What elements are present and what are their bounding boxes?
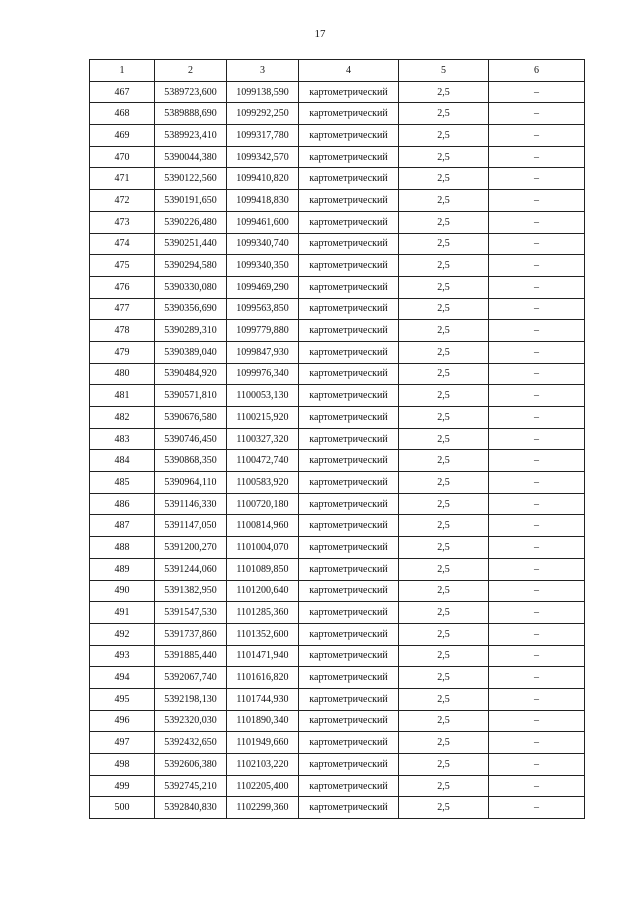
cell-y-coordinate: 1099410,820 (227, 168, 299, 190)
cell-note: – (489, 558, 585, 580)
cell-x-coordinate: 5390044,380 (155, 146, 227, 168)
cell-accuracy: 2,5 (399, 472, 489, 494)
cell-method: картометрический (299, 363, 399, 385)
table-row (90, 623, 585, 645)
cell-note: – (489, 190, 585, 212)
cell-point-number: 468 (90, 103, 155, 125)
table-row (90, 580, 585, 602)
cell-method: картометрический (299, 341, 399, 363)
cell-accuracy: 2,5 (399, 754, 489, 776)
table-row (90, 81, 585, 103)
table-row (90, 688, 585, 710)
cell-accuracy: 2,5 (399, 602, 489, 624)
cell-method: картометрический (299, 450, 399, 472)
cell-method: картометрический (299, 667, 399, 689)
cell-note: – (489, 493, 585, 515)
header-cell-2: 2 (155, 60, 227, 82)
table-row (90, 103, 585, 125)
cell-point-number: 479 (90, 341, 155, 363)
cell-y-coordinate: 1101949,660 (227, 732, 299, 754)
cell-accuracy: 2,5 (399, 428, 489, 450)
cell-y-coordinate: 1101352,600 (227, 623, 299, 645)
cell-x-coordinate: 5390191,650 (155, 190, 227, 212)
cell-y-coordinate: 1099292,250 (227, 103, 299, 125)
cell-point-number: 485 (90, 472, 155, 494)
cell-accuracy: 2,5 (399, 515, 489, 537)
cell-accuracy: 2,5 (399, 450, 489, 472)
cell-accuracy: 2,5 (399, 645, 489, 667)
cell-note: – (489, 602, 585, 624)
cell-note: – (489, 233, 585, 255)
cell-accuracy: 2,5 (399, 407, 489, 429)
table-row (90, 363, 585, 385)
cell-method: картометрический (299, 515, 399, 537)
cell-note: – (489, 688, 585, 710)
cell-note: – (489, 276, 585, 298)
cell-accuracy: 2,5 (399, 255, 489, 277)
cell-method: картометрический (299, 407, 399, 429)
cell-x-coordinate: 5392432,650 (155, 732, 227, 754)
cell-method: картометрический (299, 623, 399, 645)
cell-y-coordinate: 1099779,880 (227, 320, 299, 342)
cell-point-number: 493 (90, 645, 155, 667)
cell-point-number: 488 (90, 537, 155, 559)
cell-y-coordinate: 1099317,780 (227, 125, 299, 147)
table-row (90, 602, 585, 624)
cell-y-coordinate: 1102103,220 (227, 754, 299, 776)
table-body (90, 81, 585, 818)
table-row (90, 190, 585, 212)
cell-method: картометрический (299, 797, 399, 819)
cell-y-coordinate: 1101890,340 (227, 710, 299, 732)
cell-note: – (489, 125, 585, 147)
cell-x-coordinate: 5392198,130 (155, 688, 227, 710)
cell-point-number: 477 (90, 298, 155, 320)
table-header (90, 60, 585, 82)
cell-method: картометрический (299, 81, 399, 103)
cell-point-number: 472 (90, 190, 155, 212)
cell-y-coordinate: 1099340,350 (227, 255, 299, 277)
cell-y-coordinate: 1099138,590 (227, 81, 299, 103)
cell-point-number: 492 (90, 623, 155, 645)
cell-note: – (489, 580, 585, 602)
coordinates-table (89, 59, 585, 819)
cell-method: картометрический (299, 298, 399, 320)
cell-method: картометрический (299, 103, 399, 125)
cell-accuracy: 2,5 (399, 710, 489, 732)
cell-accuracy: 2,5 (399, 320, 489, 342)
table-row (90, 493, 585, 515)
cell-point-number: 490 (90, 580, 155, 602)
cell-note: – (489, 515, 585, 537)
cell-x-coordinate: 5389723,600 (155, 81, 227, 103)
cell-y-coordinate: 1100472,740 (227, 450, 299, 472)
cell-method: картометрический (299, 710, 399, 732)
cell-note: – (489, 81, 585, 103)
cell-x-coordinate: 5392606,380 (155, 754, 227, 776)
cell-note: – (489, 211, 585, 233)
cell-accuracy: 2,5 (399, 775, 489, 797)
table-row (90, 320, 585, 342)
table-row (90, 710, 585, 732)
cell-y-coordinate: 1101200,640 (227, 580, 299, 602)
cell-y-coordinate: 1099340,740 (227, 233, 299, 255)
cell-x-coordinate: 5391200,270 (155, 537, 227, 559)
cell-note: – (489, 407, 585, 429)
table-row (90, 645, 585, 667)
cell-accuracy: 2,5 (399, 298, 489, 320)
cell-method: картометрический (299, 146, 399, 168)
cell-x-coordinate: 5392320,030 (155, 710, 227, 732)
cell-point-number: 496 (90, 710, 155, 732)
cell-note: – (489, 450, 585, 472)
table-row (90, 276, 585, 298)
cell-y-coordinate: 1100720,180 (227, 493, 299, 515)
cell-y-coordinate: 1100053,130 (227, 385, 299, 407)
cell-note: – (489, 775, 585, 797)
cell-point-number: 471 (90, 168, 155, 190)
cell-method: картометрический (299, 255, 399, 277)
cell-x-coordinate: 5390251,440 (155, 233, 227, 255)
cell-method: картометрический (299, 537, 399, 559)
cell-point-number: 499 (90, 775, 155, 797)
cell-point-number: 482 (90, 407, 155, 429)
header-cell-4: 4 (299, 60, 399, 82)
cell-y-coordinate: 1100215,920 (227, 407, 299, 429)
header-cell-1: 1 (90, 60, 155, 82)
table-row (90, 754, 585, 776)
cell-note: – (489, 623, 585, 645)
cell-x-coordinate: 5389923,410 (155, 125, 227, 147)
cell-point-number: 473 (90, 211, 155, 233)
cell-x-coordinate: 5389888,690 (155, 103, 227, 125)
cell-x-coordinate: 5391737,860 (155, 623, 227, 645)
cell-method: картометрический (299, 472, 399, 494)
cell-accuracy: 2,5 (399, 190, 489, 212)
cell-method: картометрический (299, 732, 399, 754)
table-row (90, 385, 585, 407)
cell-accuracy: 2,5 (399, 363, 489, 385)
cell-point-number: 494 (90, 667, 155, 689)
cell-method: картометрический (299, 233, 399, 255)
page-number: 17 (314, 28, 326, 40)
cell-note: – (489, 732, 585, 754)
cell-point-number: 469 (90, 125, 155, 147)
cell-x-coordinate: 5390746,450 (155, 428, 227, 450)
cell-point-number: 475 (90, 255, 155, 277)
cell-note: – (489, 472, 585, 494)
table-row (90, 146, 585, 168)
cell-point-number: 476 (90, 276, 155, 298)
cell-accuracy: 2,5 (399, 276, 489, 298)
cell-accuracy: 2,5 (399, 493, 489, 515)
cell-point-number: 480 (90, 363, 155, 385)
cell-note: – (489, 320, 585, 342)
table-row (90, 472, 585, 494)
cell-accuracy: 2,5 (399, 688, 489, 710)
cell-accuracy: 2,5 (399, 81, 489, 103)
cell-method: картометрический (299, 190, 399, 212)
cell-point-number: 483 (90, 428, 155, 450)
cell-x-coordinate: 5390868,350 (155, 450, 227, 472)
cell-y-coordinate: 1102205,400 (227, 775, 299, 797)
cell-y-coordinate: 1101744,930 (227, 688, 299, 710)
cell-note: – (489, 797, 585, 819)
cell-point-number: 487 (90, 515, 155, 537)
cell-y-coordinate: 1101471,940 (227, 645, 299, 667)
cell-accuracy: 2,5 (399, 732, 489, 754)
cell-accuracy: 2,5 (399, 580, 489, 602)
header-cell-6: 6 (489, 60, 585, 82)
table-row (90, 168, 585, 190)
cell-accuracy: 2,5 (399, 103, 489, 125)
cell-point-number: 478 (90, 320, 155, 342)
cell-accuracy: 2,5 (399, 211, 489, 233)
cell-method: картометрический (299, 125, 399, 147)
table-row (90, 233, 585, 255)
cell-x-coordinate: 5391382,950 (155, 580, 227, 602)
cell-x-coordinate: 5390330,080 (155, 276, 227, 298)
cell-x-coordinate: 5391244,060 (155, 558, 227, 580)
cell-note: – (489, 385, 585, 407)
cell-accuracy: 2,5 (399, 233, 489, 255)
cell-note: – (489, 710, 585, 732)
cell-x-coordinate: 5390676,580 (155, 407, 227, 429)
cell-point-number: 481 (90, 385, 155, 407)
cell-method: картометрический (299, 385, 399, 407)
cell-x-coordinate: 5390226,480 (155, 211, 227, 233)
cell-method: картометрический (299, 645, 399, 667)
table-row (90, 428, 585, 450)
cell-accuracy: 2,5 (399, 168, 489, 190)
cell-note: – (489, 645, 585, 667)
cell-y-coordinate: 1100814,960 (227, 515, 299, 537)
cell-note: – (489, 341, 585, 363)
cell-point-number: 495 (90, 688, 155, 710)
cell-method: картометрический (299, 580, 399, 602)
table-row (90, 298, 585, 320)
cell-point-number: 467 (90, 81, 155, 103)
header-cell-3: 3 (227, 60, 299, 82)
cell-y-coordinate: 1099847,930 (227, 341, 299, 363)
cell-accuracy: 2,5 (399, 797, 489, 819)
cell-y-coordinate: 1100327,320 (227, 428, 299, 450)
cell-y-coordinate: 1099469,290 (227, 276, 299, 298)
cell-x-coordinate: 5390289,310 (155, 320, 227, 342)
table-row (90, 450, 585, 472)
cell-method: картометрический (299, 428, 399, 450)
cell-note: – (489, 754, 585, 776)
table-row (90, 515, 585, 537)
cell-accuracy: 2,5 (399, 537, 489, 559)
cell-method: картометрический (299, 320, 399, 342)
cell-y-coordinate: 1101616,820 (227, 667, 299, 689)
cell-y-coordinate: 1099563,850 (227, 298, 299, 320)
cell-point-number: 498 (90, 754, 155, 776)
cell-note: – (489, 537, 585, 559)
cell-accuracy: 2,5 (399, 125, 489, 147)
cell-method: картометрический (299, 168, 399, 190)
cell-note: – (489, 146, 585, 168)
cell-method: картометрический (299, 602, 399, 624)
table-row (90, 775, 585, 797)
header-row (90, 60, 585, 82)
cell-y-coordinate: 1101004,070 (227, 537, 299, 559)
table-row (90, 667, 585, 689)
cell-point-number: 484 (90, 450, 155, 472)
cell-method: картометрический (299, 493, 399, 515)
cell-point-number: 491 (90, 602, 155, 624)
cell-method: картометрический (299, 688, 399, 710)
cell-method: картометрический (299, 558, 399, 580)
cell-method: картометрический (299, 211, 399, 233)
cell-x-coordinate: 5390356,690 (155, 298, 227, 320)
table-row (90, 255, 585, 277)
cell-x-coordinate: 5391885,440 (155, 645, 227, 667)
table-row (90, 797, 585, 819)
cell-x-coordinate: 5390964,110 (155, 472, 227, 494)
cell-point-number: 474 (90, 233, 155, 255)
table-row (90, 732, 585, 754)
cell-note: – (489, 667, 585, 689)
cell-y-coordinate: 1099342,570 (227, 146, 299, 168)
cell-x-coordinate: 5392840,830 (155, 797, 227, 819)
cell-x-coordinate: 5392067,740 (155, 667, 227, 689)
cell-note: – (489, 363, 585, 385)
cell-note: – (489, 255, 585, 277)
table-row (90, 558, 585, 580)
cell-y-coordinate: 1099418,830 (227, 190, 299, 212)
cell-x-coordinate: 5391547,530 (155, 602, 227, 624)
table-row (90, 211, 585, 233)
cell-accuracy: 2,5 (399, 385, 489, 407)
cell-x-coordinate: 5390389,040 (155, 341, 227, 363)
cell-point-number: 497 (90, 732, 155, 754)
table-row (90, 125, 585, 147)
cell-note: – (489, 298, 585, 320)
table-row (90, 341, 585, 363)
cell-y-coordinate: 1102299,360 (227, 797, 299, 819)
cell-x-coordinate: 5390122,560 (155, 168, 227, 190)
cell-x-coordinate: 5391147,050 (155, 515, 227, 537)
cell-accuracy: 2,5 (399, 146, 489, 168)
cell-method: картометрический (299, 276, 399, 298)
cell-y-coordinate: 1101285,360 (227, 602, 299, 624)
table-row (90, 537, 585, 559)
cell-point-number: 470 (90, 146, 155, 168)
cell-point-number: 500 (90, 797, 155, 819)
cell-y-coordinate: 1099976,340 (227, 363, 299, 385)
cell-method: картометрический (299, 754, 399, 776)
cell-x-coordinate: 5391146,330 (155, 493, 227, 515)
table-row (90, 407, 585, 429)
cell-note: – (489, 168, 585, 190)
cell-y-coordinate: 1101089,850 (227, 558, 299, 580)
header-cell-5: 5 (399, 60, 489, 82)
cell-accuracy: 2,5 (399, 623, 489, 645)
cell-x-coordinate: 5390484,920 (155, 363, 227, 385)
cell-point-number: 489 (90, 558, 155, 580)
cell-y-coordinate: 1099461,600 (227, 211, 299, 233)
cell-y-coordinate: 1100583,920 (227, 472, 299, 494)
cell-accuracy: 2,5 (399, 558, 489, 580)
cell-x-coordinate: 5390571,810 (155, 385, 227, 407)
cell-point-number: 486 (90, 493, 155, 515)
cell-note: – (489, 103, 585, 125)
cell-x-coordinate: 5390294,580 (155, 255, 227, 277)
cell-method: картометрический (299, 775, 399, 797)
cell-x-coordinate: 5392745,210 (155, 775, 227, 797)
cell-accuracy: 2,5 (399, 667, 489, 689)
cell-accuracy: 2,5 (399, 341, 489, 363)
cell-note: – (489, 428, 585, 450)
